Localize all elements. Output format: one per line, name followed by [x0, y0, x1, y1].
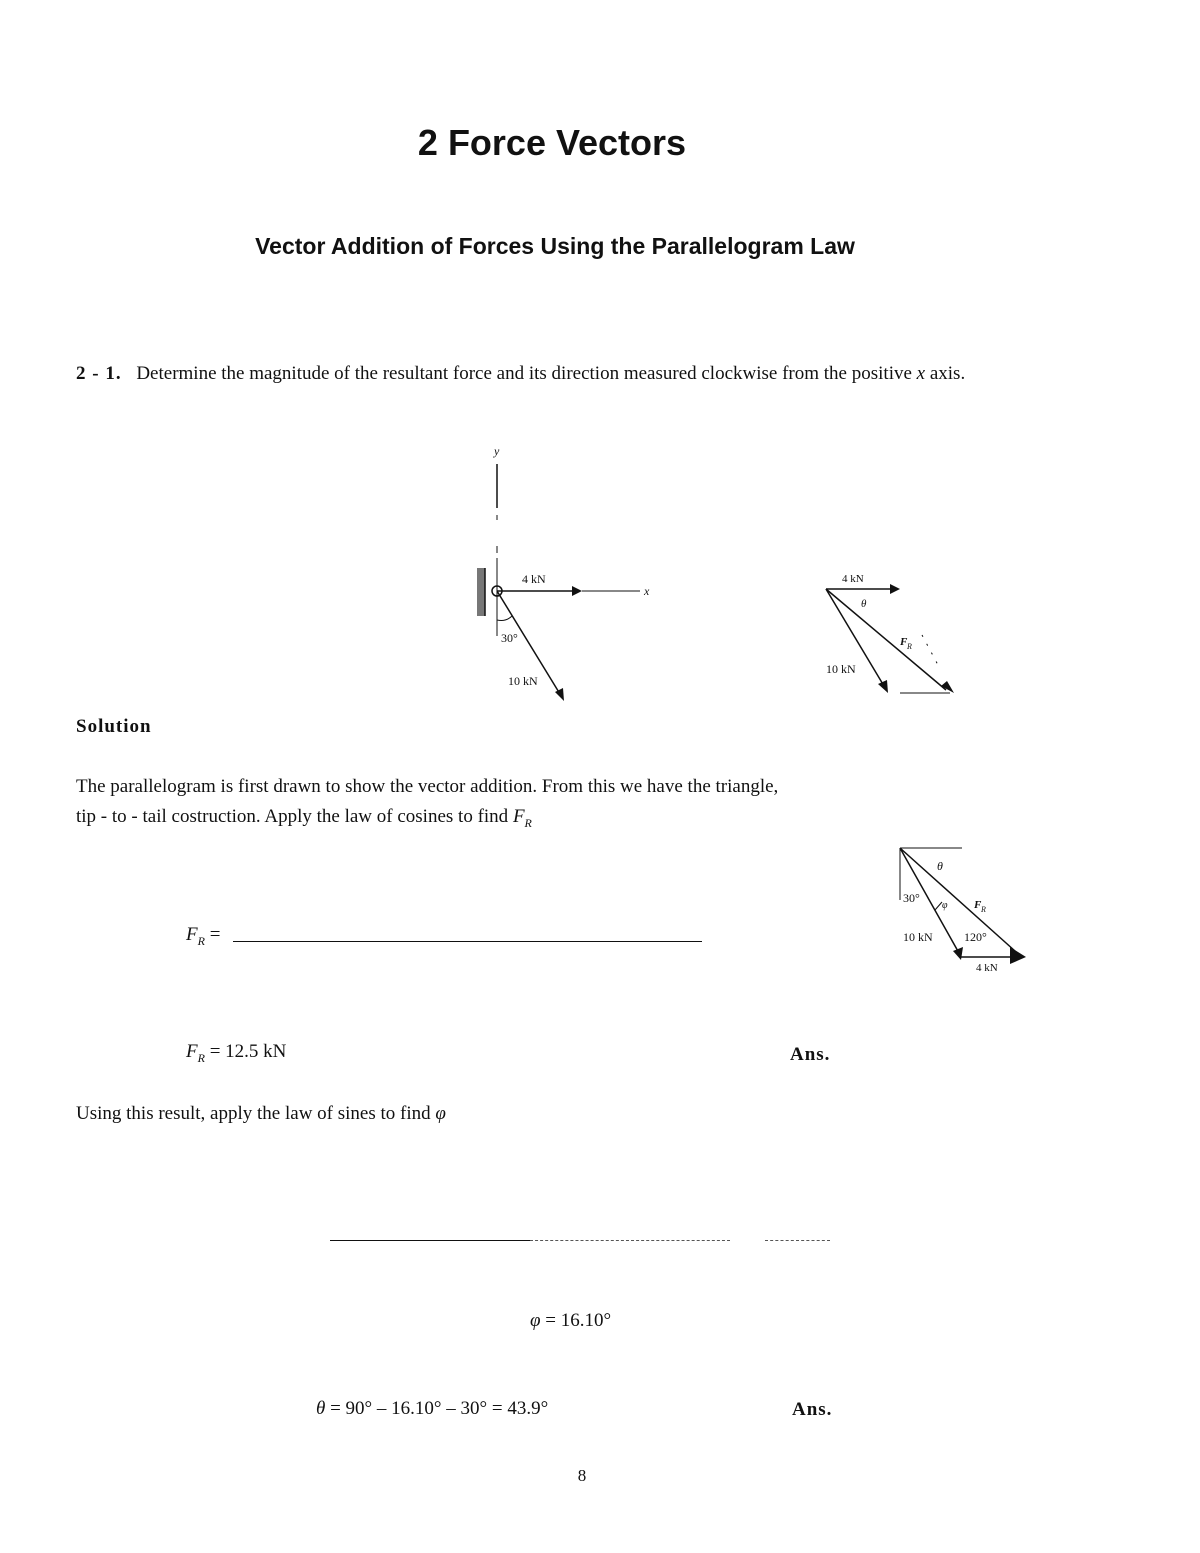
force-4kn-label: 4 kN — [522, 572, 546, 586]
parallelogram-figure — [810, 565, 980, 705]
angle-30-label: 30° — [501, 631, 518, 645]
theta-result — [316, 1398, 548, 1420]
arrowhead — [878, 680, 888, 693]
phi-value: = 16.10° — [545, 1310, 612, 1331]
problem-number: 2 - 1. — [76, 363, 122, 384]
theta-label: θ — [937, 859, 943, 873]
x-axis-label: x — [644, 584, 650, 598]
fr-var: F — [186, 1041, 198, 1062]
resultant-label: F — [900, 636, 908, 648]
solution-text: tip - to - tail costruction. Apply the law of cosines to find — [76, 806, 509, 827]
resultant-label: F — [974, 899, 982, 911]
sines-text: Using this result, apply the law of sines to find — [76, 1103, 431, 1124]
blank-equation-line — [233, 941, 702, 942]
arrowhead — [953, 947, 963, 960]
page-number: 8 — [577, 1466, 587, 1485]
sines-paragraph — [76, 1103, 446, 1125]
answer-label: Ans. — [792, 1399, 833, 1420]
fraction-line-dashed — [530, 1240, 730, 1241]
phi-symbol: φ — [435, 1103, 446, 1124]
solution-paragraph-line2 — [76, 806, 532, 831]
y-axis-label: y — [494, 444, 500, 458]
problem-axis-var: x — [916, 363, 926, 384]
arrowhead — [555, 688, 564, 701]
parallelogram-side — [922, 635, 938, 665]
problem-text: Determine the magnitude of the resultant force and its direction measured clockwise from the positive — [136, 363, 912, 384]
section-subtitle: Vector Addition of Forces Using the Parallelogram Law — [255, 233, 855, 259]
phi-result — [530, 1310, 611, 1332]
theta-value: = 90° – 16.10° – 30° = 43.9° — [330, 1398, 549, 1419]
force-10kn-label: 10 kN — [508, 674, 538, 688]
force-10kn-label: 10 kN — [903, 930, 933, 944]
resultant-subscript: R — [981, 905, 986, 914]
angle-120-label: 120° — [964, 930, 987, 944]
fr-var: F — [186, 924, 198, 945]
fr-subscript: R — [197, 1050, 205, 1065]
theta-label: θ — [861, 598, 867, 610]
tick-mark — [935, 902, 942, 910]
phi-label: φ — [942, 900, 948, 911]
fr-var: F — [512, 806, 525, 827]
force-4kn-label: 4 kN — [842, 573, 864, 585]
arrowhead — [941, 681, 954, 693]
fraction-line-dashed — [765, 1240, 830, 1241]
angle-arc — [497, 616, 512, 621]
force-4kn-label: 4 kN — [976, 962, 998, 974]
equals-sign: = — [209, 924, 221, 945]
force-10kn-label: 10 kN — [826, 662, 856, 676]
arrowhead — [572, 586, 582, 596]
fr-result — [186, 1041, 286, 1066]
solution-paragraph-line1: The parallelogram is first drawn to show the vector addition. From this we have the triangle, — [76, 776, 779, 797]
fr-subscript: R — [524, 815, 532, 830]
arrowhead — [890, 584, 900, 594]
angle-30-label: 30° — [903, 891, 920, 905]
fr-value: = 12.5 kN — [209, 1041, 287, 1062]
fraction-line — [330, 1240, 530, 1241]
problem-statement — [76, 363, 965, 385]
chapter-title: 2 Force Vectors — [417, 122, 687, 163]
theta-symbol: θ — [316, 1398, 326, 1419]
force-diagram-figure — [460, 440, 690, 710]
fr-equation — [186, 924, 220, 949]
answer-label: Ans. — [790, 1044, 831, 1065]
fr-subscript: R — [197, 933, 205, 948]
arrowhead — [1010, 947, 1026, 964]
phi-symbol: φ — [530, 1310, 541, 1331]
resultant-subscript: R — [907, 642, 912, 651]
solution-heading: Solution — [76, 716, 152, 737]
wall-hatch — [477, 568, 485, 616]
problem-text-end: axis. — [929, 363, 966, 384]
triangle-figure — [890, 840, 1040, 980]
